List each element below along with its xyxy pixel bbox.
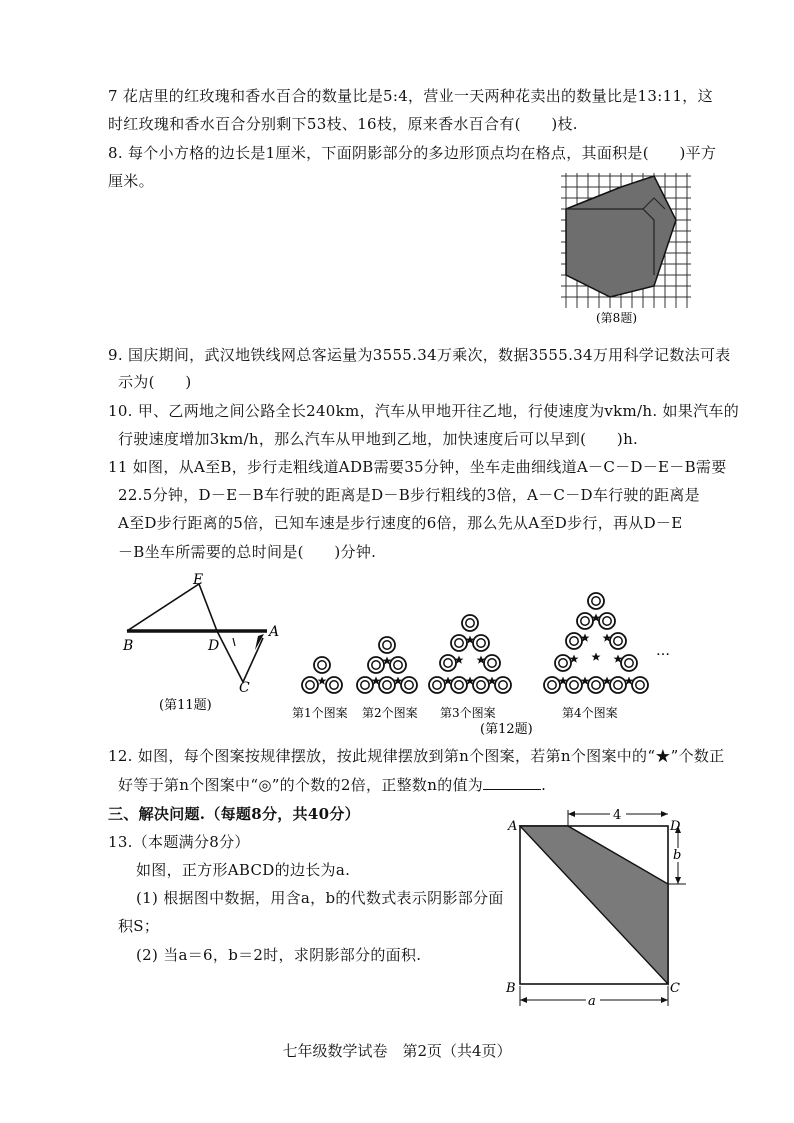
q11-line1: 11 如图，从A至B，步行走粗线道ADB需要35分钟，坐车走曲细线道A－C－D－E－B需要 — [108, 458, 727, 476]
page-footer: 七年级数学试卷 第2页（共4页） — [282, 1042, 512, 1060]
q10-line1: 10. 甲、乙两地之间公路全长240km，汽车从甲地开往乙地，行使速度为vkm/h. 如果汽车的 — [108, 402, 740, 420]
q11-line4: －B坐车所需要的总时间是( )分钟. — [118, 543, 377, 561]
q8-line1: 8. 每个小方格的边长是1厘米，下面阴影部分的多边形顶点均在格点，其面积是( )平方 — [108, 144, 717, 162]
q13-shaded-region — [520, 826, 668, 984]
pattern-1-caption: 第1个图案 — [292, 706, 348, 720]
label-B: B — [123, 638, 134, 654]
q12-answer-blank — [483, 775, 541, 790]
q8-line2: 厘米。 — [108, 172, 154, 190]
vertex-D: D — [670, 819, 681, 834]
q13-line1: 如图，正方形ABCD的边长为a. — [136, 861, 351, 879]
q9-line2: 示为( ) — [118, 373, 192, 391]
pattern-4 — [544, 593, 648, 693]
label-E: E — [193, 572, 204, 588]
pattern-2-caption: 第2个图案 — [362, 706, 418, 720]
q7-line1: 7 花店里的红玫瑰和香水百合的数量比是5:4，营业一天两种花卖出的数量比是13:11，这 — [108, 87, 713, 105]
q9-line1: 9. 国庆期间，武汉地铁线网总客运量为3555.34万乘次，数据3555.34万用科学记数法可表 — [108, 346, 731, 364]
section-3-heading: 三、解决问题.（每题8分，共40分） — [108, 805, 360, 823]
q8-caption: (第8题) — [596, 311, 637, 325]
q13-line3: 积S； — [118, 917, 160, 935]
ellipsis: … — [656, 643, 670, 659]
q12-line2-text: 好等于第n个图案中“◎”的个数的2倍，正整数n的值为 — [118, 776, 484, 794]
vertex-B: B — [506, 981, 516, 996]
pattern-4-caption: 第4个图案 — [562, 706, 618, 720]
q8-grid-figure — [556, 168, 696, 328]
thin-path — [127, 584, 263, 682]
q11-line2: 22.5分钟，D－E－B车行驶的距离是D－B步行粗线的3倍，A－C－D车行驶的距离是 — [118, 486, 700, 504]
vertex-C: C — [670, 981, 680, 996]
q12-line2 — [118, 775, 546, 795]
q12-line2-end: . — [541, 776, 547, 794]
dim-4-label: 4 — [613, 808, 622, 823]
q12-caption: (第12题) — [480, 722, 533, 735]
q13-square-figure — [502, 806, 702, 1016]
q12-line1: 12. 如图，每个图案按规律摆放，按此规律摆放到第n个图案，若第n个图案中的“★”个数正 — [108, 747, 725, 765]
q13-line4: (2) 当a＝6，b＝2时，求阴影部分的面积. — [136, 946, 422, 964]
pattern-3 — [429, 615, 511, 693]
q11-line3: A至D步行距离的5倍，已知车速是步行速度的6倍，那么先从A至D步行，再从D－E — [118, 514, 683, 532]
pattern-2 — [357, 637, 417, 693]
q13-heading: 13.（本题满分8分） — [108, 833, 250, 851]
dim-a-label: a — [588, 994, 596, 1009]
q11-figure — [115, 568, 295, 718]
dim-b-label: b — [673, 848, 682, 863]
label-C: C — [239, 680, 250, 696]
q12-figure — [292, 585, 677, 735]
q13-line2: (1) 根据图中数据，用含a，b的代数式表示阴影部分面 — [136, 889, 504, 907]
q7-line2: 时红玫瑰和香水百合分别剩下53枝、16枝，原来香水百合有( )枝. — [108, 115, 578, 133]
pattern-3-caption: 第3个图案 — [440, 706, 496, 720]
label-A: A — [269, 624, 280, 640]
pattern-1 — [302, 657, 342, 693]
q10-line2: 行驶速度增加3km/h，那么汽车从甲地到乙地，加快速度后可以早到( )h. — [118, 430, 639, 448]
label-D: D — [208, 638, 220, 654]
q11-caption: (第11题) — [159, 698, 212, 713]
vertex-A: A — [508, 819, 518, 834]
